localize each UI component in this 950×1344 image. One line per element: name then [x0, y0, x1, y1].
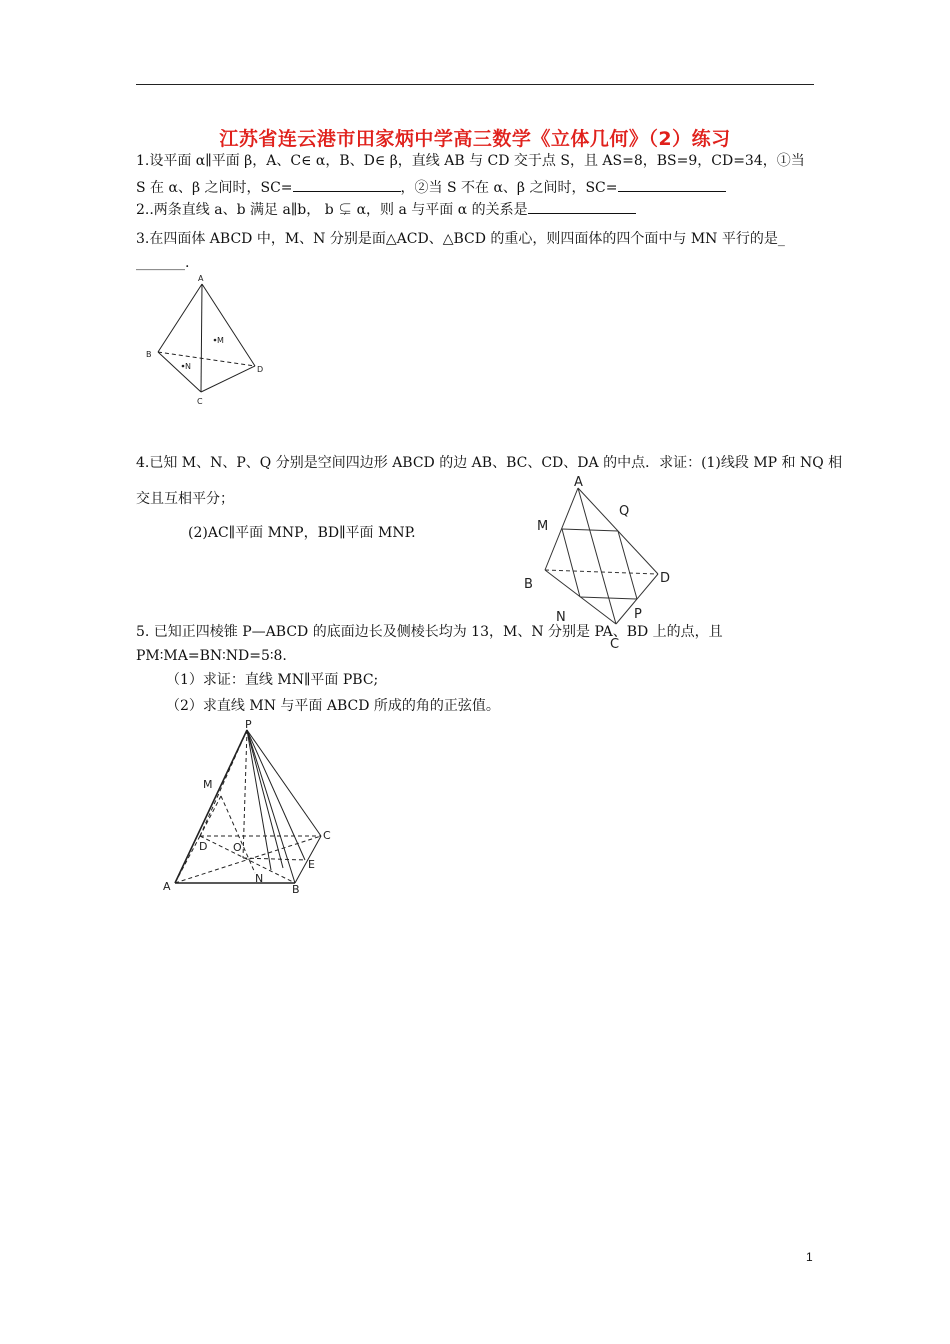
q3-line1: 3.在四面体 ABCD 中，M、N 分别是面△ACD、△BCD 的重心，则四面体的四个面中与 MN 平行的是_ [136, 231, 785, 247]
q5-line2: PM∶MA=BN∶ND=5∶8. [136, 648, 287, 664]
header-rule [136, 84, 814, 85]
q1-text-b: ，②当 S 不在 α、β 之间时，SC= [400, 180, 618, 196]
q5-line4: （2）求直线 MN 与平面 ABCD 所成的角的正弦值。 [166, 698, 500, 714]
label-p: P [634, 607, 642, 622]
point-m-marker [214, 339, 217, 342]
label-a: A [163, 880, 171, 893]
label-d: D [199, 840, 208, 853]
q1-line2 [136, 177, 726, 198]
q5-line1: 5. 已知正四棱锥 P—ABCD 的底面边长及侧棱长均为 13，M、N 分别是 PA、BD 上的点，且 [136, 624, 723, 640]
q2-answer-blank[interactable] [528, 199, 636, 214]
label-o: O [233, 841, 242, 854]
q1-text-a: S 在 α、β 之间时，SC= [136, 180, 293, 196]
label-m: M [217, 336, 224, 345]
label-b: B [292, 883, 300, 896]
point-n-marker [182, 365, 185, 368]
document-title: 江苏省连云港市田家炳中学高三数学《立体几何》（2）练习 [219, 128, 731, 150]
label-b: B [524, 577, 533, 592]
label-a: A [198, 274, 204, 283]
label-q: Q [619, 504, 630, 519]
label-b: B [146, 350, 152, 359]
label-c: C [323, 829, 331, 842]
q1-answer-blank-2[interactable] [618, 177, 726, 192]
tetrahedron-figure [138, 268, 278, 410]
label-p: P [245, 718, 252, 731]
q1-line1: 1.设平面 α∥平面 β，A、C∈ α，B、D∈ β，直线 AB 与 CD 交于点 S，且 AS=8，BS=9，CD=34，①当 [136, 153, 805, 169]
label-m: M [537, 519, 549, 534]
q2-text-a: 2..两条直线 a、b 满足 a∥b， [136, 202, 321, 218]
label-e: E [308, 858, 315, 871]
label-c: C [197, 397, 203, 406]
q4-line1: 4.已知 M、N、P、Q 分别是空间四边形 ABCD 的边 AB、BC、CD、DA 的中点．求证：(1)线段 MP 和 NQ 相 [136, 455, 843, 471]
pyramid-figure [155, 718, 345, 896]
label-d: D [257, 365, 264, 374]
label-n: N [255, 872, 264, 885]
label-a: A [574, 475, 583, 490]
label-n: N [556, 610, 566, 625]
label-m: M [203, 778, 213, 791]
q2-line [136, 199, 636, 220]
q4-line3: (2)AC∥平面 MNP，BD∥平面 MNP. [188, 525, 416, 541]
q3-line2: _______. [136, 255, 190, 271]
q5-line3: （1）求证：直线 MN∥平面 PBC; [166, 672, 379, 688]
q4-line2: 交且互相平分； [136, 491, 234, 507]
label-c: C [610, 637, 620, 652]
label-d: D [660, 571, 671, 586]
q1-answer-blank-1[interactable] [293, 177, 401, 192]
q2-text-b: b ⊊ α，则 a 与平面 α 的关系是 [324, 202, 528, 218]
page-number: 1 [806, 1250, 813, 1264]
label-n: N [185, 362, 191, 371]
